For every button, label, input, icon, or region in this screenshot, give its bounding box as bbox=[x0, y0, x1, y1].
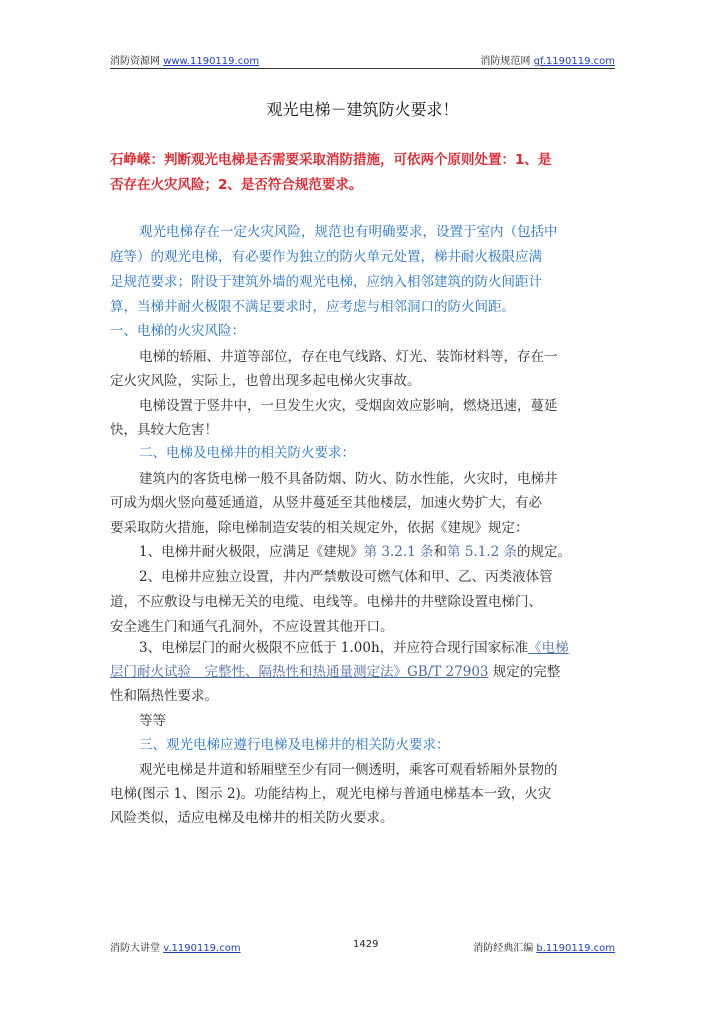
standard-ref-link[interactable]: 《电梯 bbox=[528, 640, 569, 656]
intro-line: 否存在火灾风险；2、是否符合规范要求。 bbox=[110, 177, 363, 193]
item3-text: 规定的完整 bbox=[488, 664, 561, 680]
summary-line: 足规范要求；附设于建筑外墙的观光电梯，应纳入相邻建筑的防火间距计 bbox=[110, 274, 542, 290]
page-footer bbox=[110, 939, 615, 955]
item1-text: 的规定。 bbox=[516, 544, 571, 560]
standard-ref-link[interactable]: 层门耐火试验 完整性、隔热性和热通量测定法》GB/T 27903 bbox=[110, 664, 489, 680]
header-right-label: 消防规范网 bbox=[480, 56, 531, 67]
item1-ref-link[interactable]: 第 5.1.2 条 bbox=[447, 544, 517, 560]
item3-text: 3、电梯层门的耐火极限不应低于 1.00h，并应符合现行国家标准 bbox=[139, 640, 529, 656]
summary-line: 观光电梯存在一定火灾风险，规范也有明确要求，设置于室内（包括中 bbox=[139, 224, 558, 240]
item2-line: 道，不应敷设与电梯无关的电缆、电线等。电梯井的井壁除设置电梯门、 bbox=[110, 594, 542, 610]
item3-line: 性和隔热性要求。 bbox=[110, 688, 218, 704]
item1-ref-link[interactable]: 第 3.2.1 条 bbox=[363, 544, 434, 560]
item2-line: 安全逃生门和通气孔洞外，不应设置其他开口。 bbox=[110, 619, 394, 635]
footer-right bbox=[473, 939, 615, 954]
footer-right-label: 消防经典汇编 bbox=[473, 943, 534, 954]
header-right-link[interactable]: gf.1190119.com bbox=[533, 56, 615, 67]
summary-line: 算，当梯井耐火极限不满足要求时，应考虑与相邻洞口的防火间距。 bbox=[110, 299, 515, 315]
section2-line: 可成为烟火竖向蔓延通道，从竖井蔓延至其他楼层，加速火势扩大，有必 bbox=[110, 495, 542, 511]
item1-text: 1、电梯井耐火极限，应满足《建规》 bbox=[139, 544, 364, 560]
item1-line bbox=[139, 542, 571, 562]
footer-left-label: 消防大讲堂 bbox=[110, 943, 160, 954]
footer-left-link[interactable]: v.1190119.com bbox=[163, 943, 241, 954]
footer-right-link[interactable]: b.1190119.com bbox=[536, 943, 615, 954]
page-header bbox=[110, 52, 615, 69]
section2-line: 要采取防火措施，除电梯制造安装的相关规定外，依据《建规》规定： bbox=[110, 520, 529, 536]
section1-line: 定火灾风险，实际上，也曾出现多起电梯火灾事故。 bbox=[110, 373, 421, 389]
section1-line: 快，具较大危害！ bbox=[110, 422, 218, 438]
item1-text: 和 bbox=[433, 544, 448, 560]
etc-text: 等等 bbox=[139, 713, 166, 729]
item3-line bbox=[139, 638, 569, 658]
section1-line: 电梯设置于竖井中，一旦发生火灾，受烟囱效应影响，燃烧迅速，蔓延 bbox=[139, 398, 558, 414]
section1-line: 电梯的轿厢、井道等部位，存在电气线路、灯光、装饰材料等，存在一 bbox=[139, 349, 558, 365]
section3-line: 电梯(图示 1、图示 2)。功能结构上，观光电梯与普通电梯基本一致，火灾 bbox=[110, 786, 552, 802]
item2-line: 2、电梯井应独立设置，井内严禁敷设可燃气体和甲、乙、丙类液体管 bbox=[139, 569, 553, 585]
footer-left bbox=[110, 939, 241, 954]
section2-line: 建筑内的客货电梯一般不具备防烟、防火、防水性能，火灾时，电梯井 bbox=[139, 471, 558, 487]
header-left-label: 消防资源网 bbox=[110, 56, 160, 67]
page-title: 观光电梯－建筑防火要求！ bbox=[266, 100, 459, 119]
page-number: 1429 bbox=[353, 939, 379, 950]
item3-line bbox=[110, 662, 560, 682]
section3-heading: 三、观光电梯应遵行电梯及电梯井的相关防火要求： bbox=[139, 737, 450, 753]
section1-heading: 一、电梯的火灾风险： bbox=[110, 323, 245, 339]
intro-line: 石峥嵘：判断观光电梯是否需要采取消防措施，可依两个原则处置：1、是 bbox=[110, 152, 552, 168]
section2-heading: 二、电梯及电梯井的相关防火要求： bbox=[139, 445, 355, 461]
summary-line: 庭等）的观光电梯，有必要作为独立的防火单元处置，梯井耐火极限应满 bbox=[110, 249, 542, 265]
header-left bbox=[110, 52, 259, 67]
header-left-link[interactable]: www.1190119.com bbox=[163, 56, 260, 67]
section3-line: 观光电梯是井道和轿厢壁至少有同一侧透明，乘客可观看轿厢外景物的 bbox=[139, 762, 558, 778]
header-right bbox=[480, 52, 615, 67]
section3-line: 风险类似，适应电梯及电梯井的相关防火要求。 bbox=[110, 810, 394, 826]
